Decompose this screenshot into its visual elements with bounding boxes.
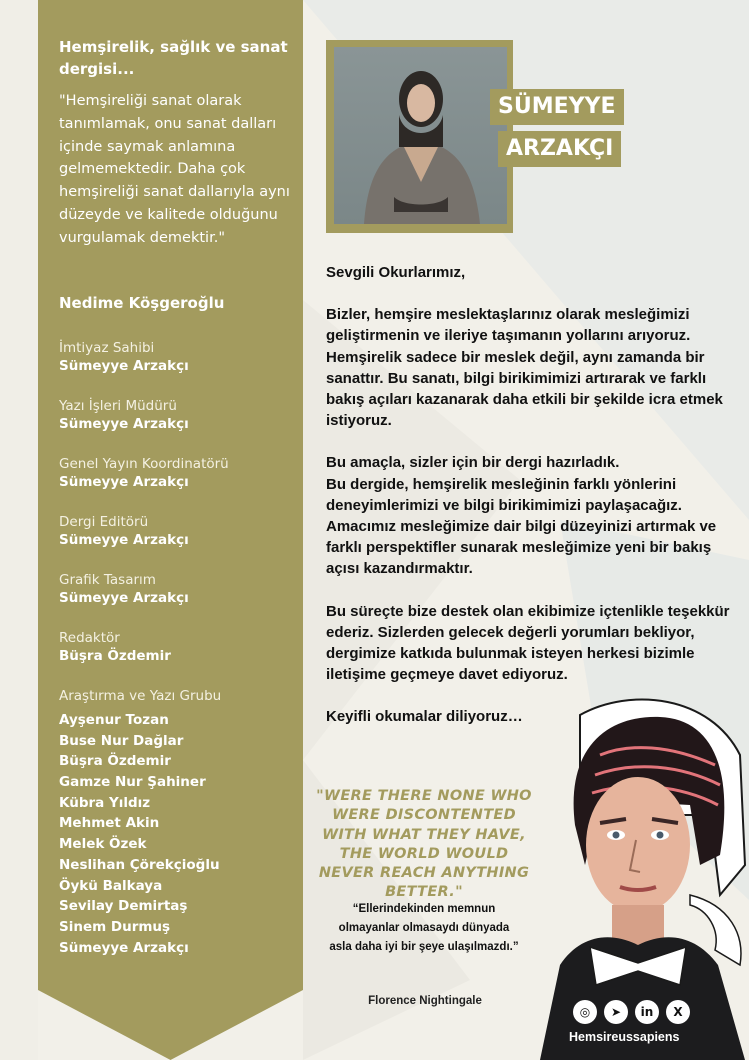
magazine-tagline: Hemşirelik, sağlık ve sanat dergisi... <box>59 38 288 78</box>
instagram-icon[interactable]: ◎ <box>573 1000 597 1024</box>
letter-closing: Keyifli okumalar diliyoruz… <box>326 708 523 726</box>
credit-name: Büşra Özdemir <box>59 648 171 664</box>
credit-name: Sümeyye Arzakçı <box>59 532 189 548</box>
team-member: Gamze Nur Şahiner <box>59 774 206 791</box>
letter-paragraph: Bu amaçla, sizler için bir dergi hazırladık. <box>326 454 620 472</box>
english-quote: "WERE THERE NONE WHO WERE DISCONTENTED WITH WHAT THEY HAVE, THE WORLD WOULD NEVER REACH ANYTHING BETTER." <box>316 788 532 901</box>
letter-paragraph: Bu süreçte bize destek olan ekibimize içtenlikle teşekkür ederiz. Sizlerden gelecek değerli yorumları bekliyor, dergimize katkıda bulunmak isteyen herkesi bizimle iletişime geçmeye davet ediyoruz. <box>326 602 730 684</box>
team-member: Büşra Özdemir <box>59 753 171 770</box>
x-icon[interactable]: X <box>666 1000 690 1024</box>
credit-label: Redaktör <box>59 630 120 646</box>
social-links <box>573 1000 690 1024</box>
team-member: Neslihan Çörekçioğlu <box>59 856 220 873</box>
letter-paragraph: Bu dergide, hemşirelik mesleğinin farklı yönlerini deneyimlerimizi ve bilgi birikimimizi paylaşacağız. Amacımız mesleğimize dair bilgi düzeyinizi artırmak ve farklı perspektifler sunarak mesleğimize yeni bir bakış açısı kazandırmaktır. <box>326 475 717 578</box>
team-list <box>59 710 220 958</box>
quote-author: Florence Nightingale <box>368 995 482 1007</box>
team-member: Mehmet Akin <box>59 815 160 832</box>
editorial-letter <box>326 262 731 728</box>
credit-label: Dergi Editörü <box>59 514 149 530</box>
sidebar-quote: "Hemşireliği sanat olarak tanımlamak, onu sanat dalları içinde saymak anlamına gelmemektedir. Daha çok hemşireliği sanat dallarıyla aynı düzeyde ve kalitede olduğunu vurgulamak demektir." <box>59 93 290 246</box>
telegram-icon[interactable]: ➤ <box>604 1000 628 1024</box>
team-member: Öykü Balkaya <box>59 877 163 894</box>
turkish-quote: “Ellerindekinden memnun olmayanlar olmasaydı dünyada asla daha iyi bir şeye ulaşılmazdı.” <box>329 903 519 953</box>
author-photo <box>334 47 507 224</box>
credit-label: İmtiyaz Sahibi <box>59 340 155 356</box>
credit-label: Yazı İşleri Müdürü <box>59 398 177 414</box>
letter-greeting: Sevgili Okurlarımız, <box>326 264 466 281</box>
team-label: Araştırma ve Yazı Grubu <box>59 688 222 704</box>
credit-name: Sümeyye Arzakçı <box>59 590 189 606</box>
credit-name: Sümeyye Arzakçı <box>59 416 189 432</box>
team-member: Sevilay Demirtaş <box>59 898 188 915</box>
credit-label: Grafik Tasarım <box>59 572 156 588</box>
author-silhouette <box>334 47 507 224</box>
social-handle[interactable]: Hemsireussapiens <box>569 1030 680 1044</box>
team-member: Ayşenur Tozan <box>59 712 169 728</box>
team-member: Sinem Durmuş <box>59 918 171 935</box>
team-member: Buse Nur Dağlar <box>59 732 184 749</box>
credit-name: Sümeyye Arzakçı <box>59 358 189 374</box>
sidebar-quote-author: Nedime Köşgeroğlu <box>59 294 225 312</box>
team-member: Kübra Yıldız <box>59 794 151 811</box>
letter-paragraph: Bizler, hemşire meslektaşlarınız olarak mesleğimizi geliştirmenin ve ileriye taşımanın yollarını arıyoruz. Hemşirelik sadece bir meslek değil, aynı zamanda bir sanattır. Bu sanatı, bilgi birikimimizi artırarak ve farklı bakış açıları kazanarak daha etkili bir şekilde icra etmek istiyoruz. <box>326 306 723 430</box>
team-member: Sümeyye Arzakçı <box>59 939 189 956</box>
credit-label: Genel Yayın Koordinatörü <box>59 456 229 472</box>
profile-last-name: ARZAKÇI <box>498 131 621 167</box>
team-member: Melek Özek <box>59 836 147 853</box>
profile-first-name: SÜMEYYE <box>490 89 624 125</box>
linkedin-icon[interactable]: in <box>635 1000 659 1024</box>
credit-name: Sümeyye Arzakçı <box>59 474 189 490</box>
credits-sidebar <box>38 0 303 990</box>
